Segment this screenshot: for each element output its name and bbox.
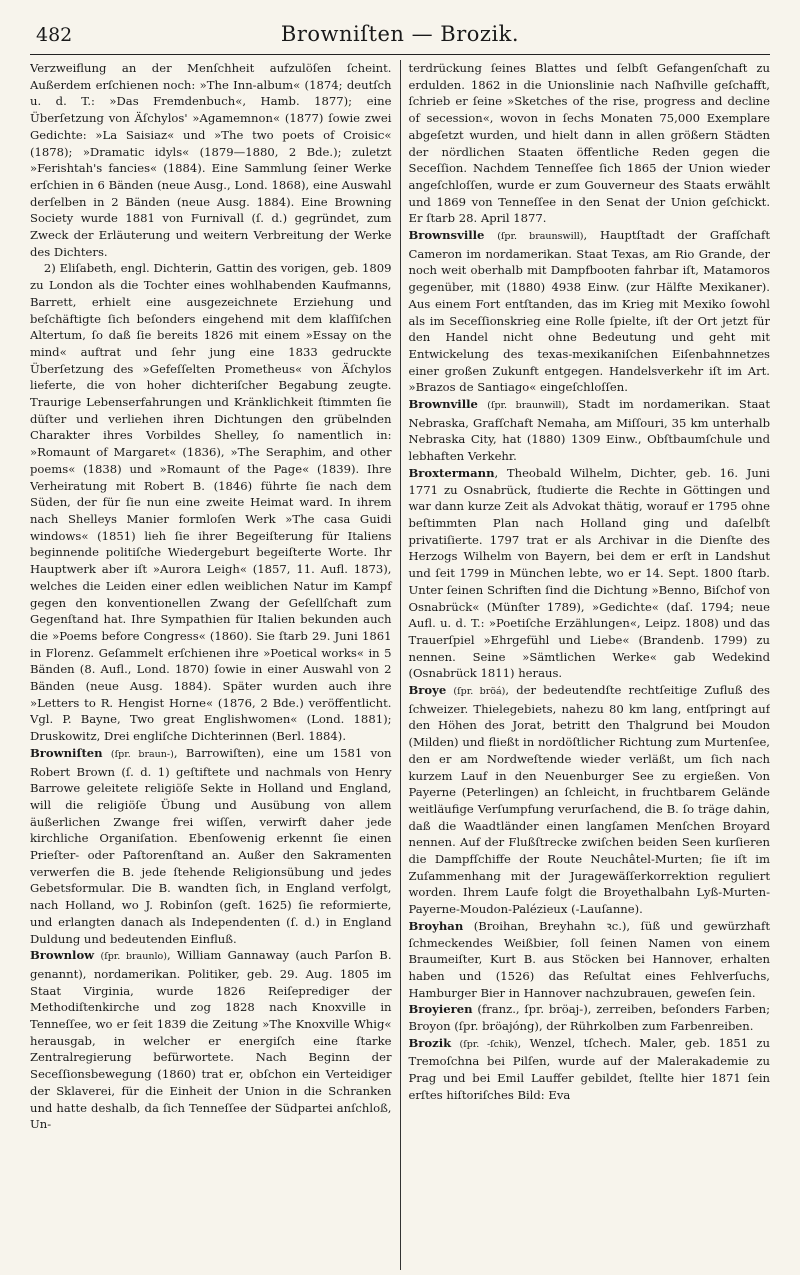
entry-headword: Broye (408, 683, 447, 698)
dictionary-entry (409, 396, 771, 465)
entry-headword: Brownsville (408, 228, 485, 243)
entry-pronunciation: (ſpr. braunswill) (497, 231, 584, 243)
two-column-body (30, 60, 770, 1270)
entry-headword: Broxtermann (408, 465, 495, 480)
dictionary-entry (409, 227, 771, 396)
entry-pronunciation: (ſpr. braunlo) (100, 951, 167, 963)
entry-headword: Broyieren (408, 1002, 473, 1017)
entry-headword: Brownville (408, 397, 478, 412)
dictionary-entry (30, 947, 392, 1133)
entry-text: (franz., ſpr. bröaj-), zerreiben, beſonders Farben; Broyon (ſpr. bröajóng), der Rührkolben zum Farbenreiben. (408, 1002, 770, 1034)
entry-text: Verzweiflung an der Menſchheit aufzulöſen ſcheint. Außerdem erſchienen noch: »The Inn-album« (1874; deutſch u. d. T.: »Das Fremdenbuch«, Hamb. 1877); eine Überſetzung von Äſchylos' »Agamemnon« (1877) ſowie zwei Gedichte: »La Saisiaz« und »The two poets of Croisic« (1878); »Dramatic idyls« (1879—1880, 2 Bde.); zuletzt »Ferishtah's fancies« (1884). Eine Sammlung ſeiner Werke erſchien in 6 Bänden (neue Ausg., Lond. 1868), eine Auswahl derſelben in 2 Bänden (neue Ausg. 1884). Eine Browning Society wurde 1881 von Furnivall (ſ. d.) gegründet, zum Zweck der Erläuterung und weitern Verbreitung der Werke des Dichters. (30, 61, 392, 259)
entry-paragraph (30, 260, 392, 744)
dictionary-entry (409, 682, 771, 918)
entry-headword: Brozik (408, 1035, 452, 1050)
left-column (30, 60, 400, 1270)
dictionary-entry (409, 465, 771, 682)
entry-text: , Wenzel, tſchech. Maler, geb. 1851 zu Tremoſchna bei Pilſen, wurde auf der Malerakademie zu Prag und bei Emil Lauffer gebildet, ſtellte hier 1871 ſein erſtes hiſtoriſches Bild: Eva (408, 1035, 770, 1102)
entry-headword: Brownlow (30, 948, 95, 963)
entry-pronunciation: (ſpr. bröá) (453, 686, 506, 698)
entry-text: , der bedeutendſte rechtſeitige Zufluß des ſchweizer. Thielegebiets, nahezu 80 km lang, entſpringt auf den Höhen des Jorat, betritt den Thalgrund bei Moudon (Milden) und fließt in nordöſtlicher Richtung zum Murtenſee, den er am Nordweſtende wieder verläßt, um ſich nach kurzem Lauf in den Neuenburger See zu ergießen. Von Payerne (Peterlingen) an ſchleicht, in fruchtbarem Gelände weitläufige Verſumpfung verurſachend, die B. ſo träge dahin, daß die Waadtländer einen langſamen Menſchen Broyard nennen. Auf der Flußſtrecke zwiſchen beiden Seen kurſieren die Dampfſchiffe der Route Neuchâtel-Murten; ſie iſt im Zuſammenhang mit der Juragewäſſerkorrektion reguliert worden. Ihrem Laufe folgt die Broyethalbahn Lyß-Murten-Payerne-Moudon-Palézieux (-Lauſanne). (408, 683, 770, 917)
entry-text: , Barrowiſten), eine um 1581 von Robert Brown (ſ. d. 1) geſtiftete und nachmals von Henry Barrowe geleitete religiöſe Sekte in Holland und England, will die religiöſe Übung und Ausübung von allem äußerlichen Zwange frei wiſſen, verwirft daher jede kirchliche Organiſation. Ebenſowenig erkennt ſie einen Prieſter- oder Paſtorenſtand an. Außer den Sakramenten verwerfen die B. jede ſtehende Religionsübung und jedes Gebetsformular. Die B. wandten ſich, in England verfolgt, nach Holland, wo J. Robinſon (geſt. 1625) ſie reformierte, und erlangten danach als Independenten (ſ. d.) in England Duldung und bedeutenden Einfluß. (30, 745, 392, 946)
entry-text: , William Gannaway (auch Parſon B. genannt), nordamerikan. Politiker, geb. 29. Aug. 1805 im Staat Virginia, wurde 1826 Reiſeprediger der Methodiſtenkirche und zog 1828 nach Knoxville in Tenneſſee, wo er ſeit 1839 die Zeitung »The Knoxville Whig« herausgab, in welcher er energiſch eine ſtarke Zentralregierung befürwortete. Nach Beginn der Seceſſionsbewegung (1860) trat er, obſchon ein Verteidiger der Sklaverei, für die Einheit der Union in die Schranken und hatte deshalb, da ſich Tenneſſee der Südpartei anſchloß, Un- (30, 948, 392, 1132)
entry-text: (Broihan, Breyhahn ꝛc.), ſüß und gewürzhaft ſchmeckendes Weißbier, ſoll ſeinen Namen von einem Braumeiſter, Kurt B. aus Stöcken bei Hannover, erhalten haben und (1526) das Reſultat eines Fehlverſuchs, Hamburger Bier in Hannover nachzubrauen, geweſen ſein. (408, 918, 770, 1000)
dictionary-entry (30, 745, 392, 947)
entry-text: , Hauptſtadt der Grafſchaft Cameron im nordamerikan. Staat Texas, am Rio Grande, der noch weit oberhalb mit Dampfbooten fahrbar iſt, Matamoros gegenüber, mit (1880) 4938 Einw. (zur Hälfte Mexikaner). Aus einem Fort entſtanden, das im Krieg mit Mexiko ſowohl als im Seceſſionskrieg eine Rolle ſpielte, iſt der Ort jetzt für den Handel nicht ohne Bedeutung und geht mit Entwickelung des texas-mexikaniſchen Eiſenbahnnetzes einer großen Zukunft entgegen. Handelsverkehr iſt im Art. »Brazos de Santiago« eingeſchloſſen. (408, 228, 770, 395)
entry-text: , Theobald Wilhelm, Dichter, geb. 16. Juni 1771 zu Osnabrück, ſtudierte die Rechte in Göttingen und war dann kurze Zeit als Advokat thätig, worauf er 1795 ohne beſtimmten Plan nach Holland ging und daſelbſt privatiſierte. 1797 trat er als Archivar in die Dienſte des Herzogs Wilhelm von Bayern, bei dem er erſt in Landshut und ſeit 1799 in München lebte, wo er 14. Sept. 1800 ſtarb. Unter ſeinen Schriften ſind die Dichtung »Benno, Biſchof von Osnabrück« (Münſter 1789), »Gedichte« (daſ. 1794; neue Aufl. u. d. T.: »Poetiſche Erzählungen«, Leipz. 1808) und das Trauerſpiel »Ehrgefühl und Liebe« (Brandenb. 1799) zu nennen. Seine »Sämtlichen Werke« gab Wedekind (Osnabrück 1811) heraus. (408, 465, 770, 681)
entry-paragraph (30, 60, 392, 260)
dictionary-entry (409, 918, 771, 1002)
entry-text: , Stadt im nordamerikan. Staat Nebraska, Grafſchaft Nemaha, am Miſſouri, 35 km unterhalb Nebraska City, hat (1880) 1309 Einw., Obſtbaumſchule und lebhaften Verkehr. (408, 397, 770, 464)
entry-headword: Browniſten (30, 745, 103, 760)
dictionary-entry (409, 1001, 771, 1034)
entry-text: 2) Eliſabeth, engl. Dichterin, Gattin des vorigen, geb. 1809 zu London als die Tochter eines wohlhabenden Kaufmanns, Barrett, erhielt eine ausgezeichnete Erziehung und beſchäftigte ſich beſonders eingehend mit dem klaſſiſchen Altertum, ſo daß ſie bereits 1826 mit einem »Essay on the mind« auftrat und ſehr jung eine 1833 gedruckte Überſetzung des »Gefeſſelten Prometheus« von Äſchylos lieferte, die von hoher dichteriſcher Begabung zeugte. Traurige Lebenserfahrungen und Kränklichkeit ſtimmten ſie düſter und verliehen ihren Dichtungen den grübelnden Charakter ihres Vorbildes Shelley, ſo namentlich in: »Romaunt of Margaret« (1836), »The Seraphim, and other poems« (1838) und »Romaunt of the Page« (1839). Ihre Verheiratung mit Robert B. (1846) führte ſie nach dem Süden, der für ſie nun eine zweite Heimat ward. In ihrem nach Shelleys Manier formloſen Werk »The casa Guidi windows« (1851) lieh ſie ihrer Begeiſterung für Italiens beginnende politiſche Wiedergeburt begeiſterte Worte. Ihr Hauptwerk aber iſt »Aurora Leigh« (1857, 11. Aufl. 1873), welches die Leiden einer edlen weiblichen Natur im Kampf gegen den konventionellen Zwang der Geſellſchaft zum Gegenſtand hat. Ihre Sympathien für Italien bekunden auch die »Poems before Congress« (1860). Sie ſtarb 29. Juni 1861 in Florenz. Geſammelt erſchienen ihre »Poetical works« in 5 Bänden (8. Aufl., Lond. 1870) ſowie in einer Auswahl von 2 Bänden (neue Ausg. 1884). Später wurden auch ihre »Letters to R. Hengist Horne« (1876, 2 Bde.) veröffentlicht. Vgl. P. Bayne, Two great Englishwomen« (Lond. 1881); Druskowitz, Drei engliſche Dichterinnen (Berl. 1884). (30, 261, 392, 744)
entry-pronunciation: (ſpr. -ſchik) (459, 1038, 518, 1050)
header-rule (30, 54, 770, 55)
running-head: Browniſten — Brozik. (280, 22, 520, 46)
entry-pronunciation: (ſpr. braun-) (110, 748, 174, 760)
entry-pronunciation: (ſpr. braunwill) (487, 400, 566, 412)
entry-headword: Broyhan (408, 918, 464, 933)
page-header (30, 14, 770, 54)
right-column (401, 60, 771, 1270)
entry-paragraph (409, 60, 771, 227)
entry-text: terdrückung ſeines Blattes und ſelbſt Gefangenſchaft zu erdulden. 1862 in die Unionslinie nach Naſhville geſchafft, ſchrieb er ſeine »Sketches of the rise, progress and decline of secession«, wovon in ſechs Monaten 75,000 Exemplare abgeſetzt wurden, und hielt dann in allen größern Städten der nördlichen Staaten öffentliche Reden gegen die Seceſſion. Nachdem Tenneſſee ſich 1865 der Union wieder angeſchloſſen, wurde er zum Gouverneur des Staats erwählt und 1869 von Tenneſſee in den Senat der Union geſchickt. Er ſtarb 28. April 1877. (408, 61, 770, 226)
dictionary-entry (409, 1035, 771, 1104)
page-number: 482 (36, 24, 73, 46)
